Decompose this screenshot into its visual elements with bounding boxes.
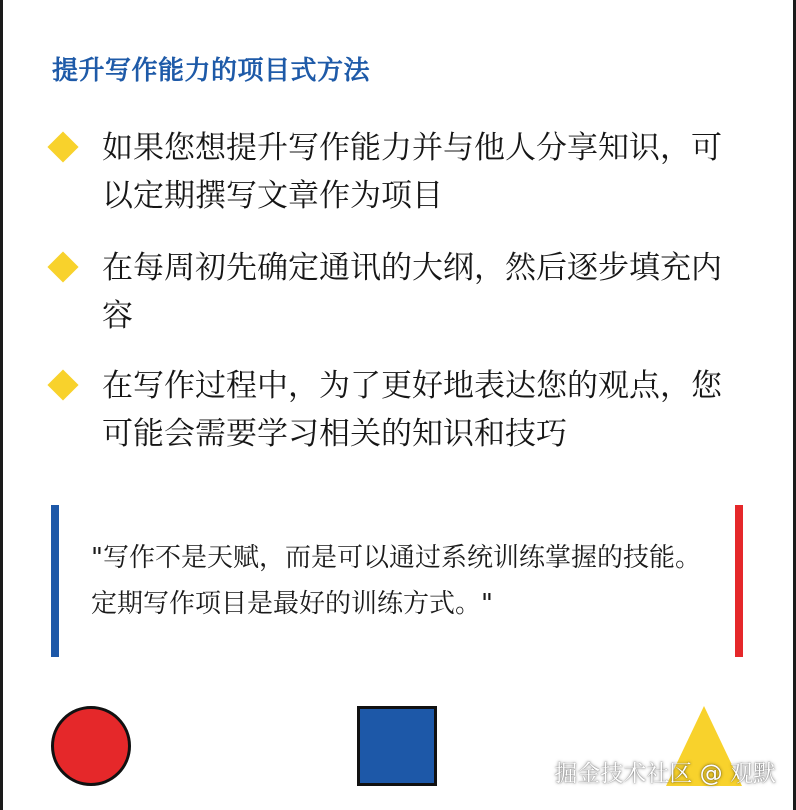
watermark: 掘金技术社区 @ 观默 xyxy=(554,761,776,787)
diamond-icon xyxy=(47,131,78,162)
quote-bar-left xyxy=(51,505,59,657)
list-item xyxy=(46,124,746,220)
list-item-text: 如果您想提升写作能力并与他人分享知识，可以定期撰写文章作为项目 xyxy=(102,130,722,214)
quote-block xyxy=(51,505,743,657)
left-border xyxy=(0,0,3,810)
circle-shape xyxy=(51,706,131,786)
diamond-icon xyxy=(47,251,78,282)
quote-text: "写作不是天赋，而是可以通过系统训练掌握的技能。定期写作项目是最好的训练方式。" xyxy=(91,543,701,619)
list-item xyxy=(46,362,746,458)
square-shape xyxy=(357,706,437,786)
diamond-icon xyxy=(47,369,78,400)
quote-bar-right xyxy=(735,505,743,657)
list-item xyxy=(46,244,746,340)
bullet-list xyxy=(46,124,746,482)
page-title: 提升写作能力的项目式方法 xyxy=(52,56,371,86)
list-item-text: 在每周初先确定通讯的大纲，然后逐步填充内容 xyxy=(102,250,722,334)
list-item-text: 在写作过程中，为了更好地表达您的观点，您可能会需要学习相关的知识和技巧 xyxy=(102,368,722,452)
